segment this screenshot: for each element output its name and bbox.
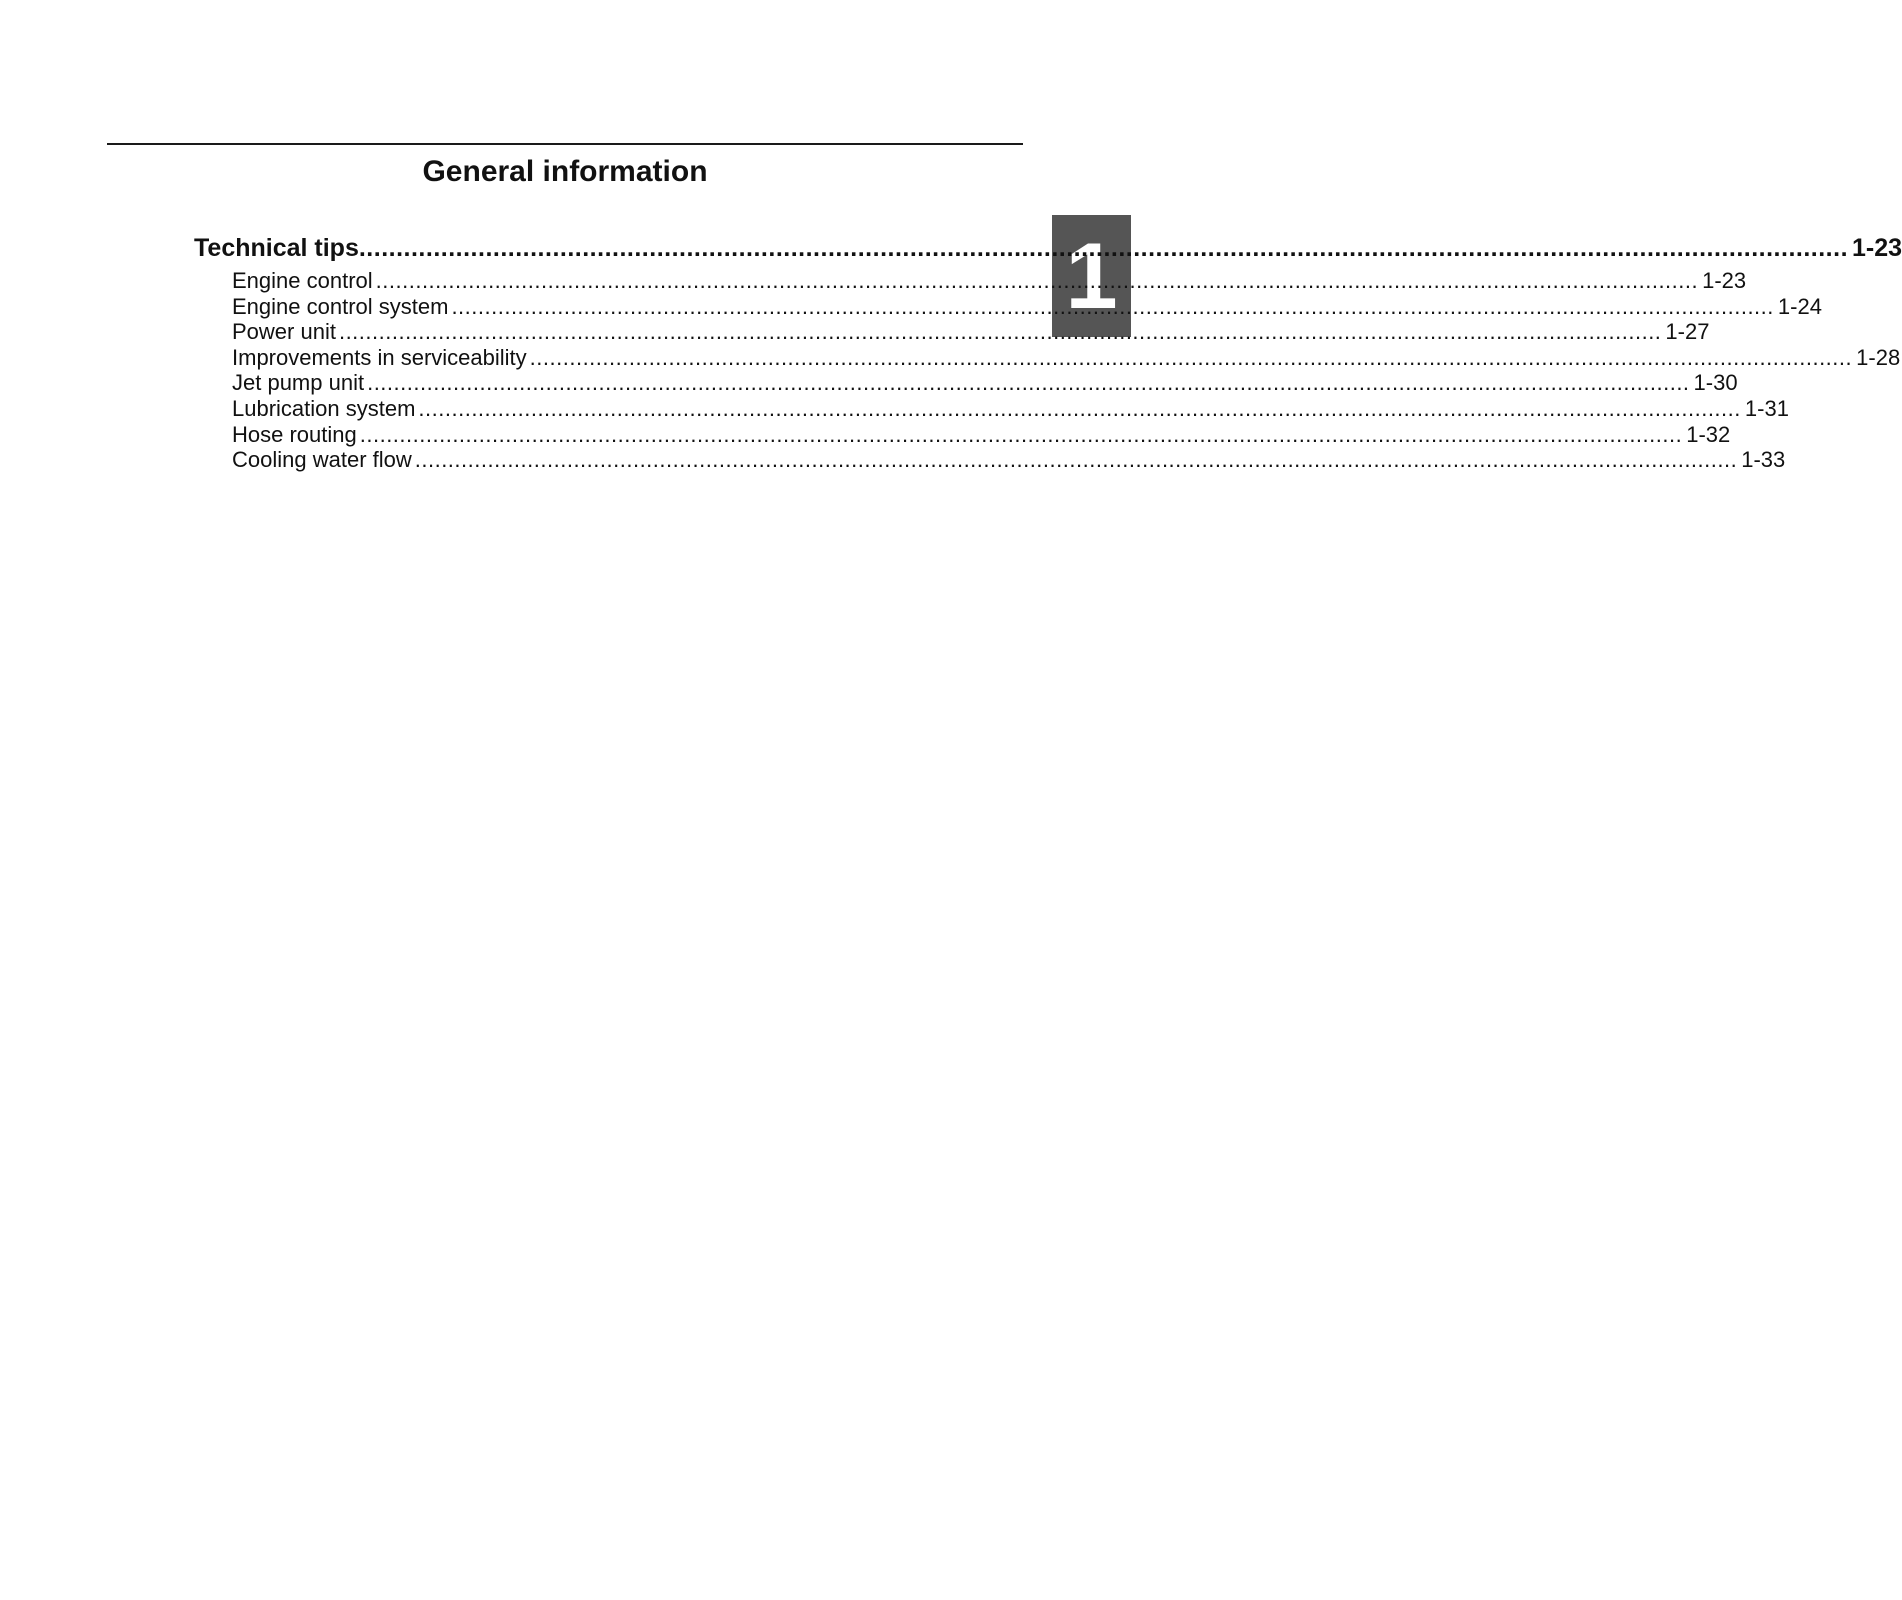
dot-leader: ........................................................................................................................................................................................................	[367, 370, 1690, 396]
toc-item-label: Power unit	[232, 319, 336, 345]
dot-leader: ........................................................................................................................................................................................................	[358, 234, 1849, 262]
toc-item-page: 1-33	[1741, 447, 1786, 473]
dot-leader: ........................................................................................................................................................................................................	[375, 268, 1699, 293]
toc-item-label: Jet pump unit	[232, 370, 365, 396]
dot-leader: ........................................................................................................................................................................................................	[418, 395, 1741, 421]
page-title: General information	[422, 155, 708, 188]
toc-item-page: 1-23	[1702, 268, 1747, 293]
toc-item-label: Engine control system	[232, 293, 449, 319]
toc-item[interactable]	[232, 421, 1731, 448]
toc-item-page: 1-24	[1777, 293, 1822, 319]
toc-item[interactable]	[232, 395, 1789, 422]
toc-item-label: Engine control	[232, 268, 373, 293]
toc-item-page: 1-27	[1665, 319, 1710, 345]
toc-item-page: 1-31	[1744, 395, 1789, 421]
toc-section-technical-tips[interactable]	[194, 230, 1902, 266]
chapter-tab: 1	[1052, 215, 1131, 337]
toc-item[interactable]	[232, 370, 1738, 396]
dot-leader: ........................................................................................................................................................................................................	[414, 447, 1738, 473]
toc-item[interactable]	[232, 268, 1747, 294]
table-of-contents	[194, 230, 1902, 473]
toc-item[interactable]	[232, 344, 1901, 371]
toc-section-page: 1-23	[1852, 234, 1902, 262]
dot-leader: ........................................................................................................................................................................................................	[338, 319, 1662, 345]
header-rule	[107, 143, 1023, 145]
dot-leader: ........................................................................................................................................................................................................	[529, 344, 1853, 370]
toc-item[interactable]	[232, 293, 1822, 320]
dot-leader: ........................................................................................................................................................................................................	[359, 421, 1683, 447]
toc-item-label: Improvements in serviceability	[232, 344, 527, 370]
toc-item[interactable]	[232, 447, 1786, 473]
toc-item-label: Hose routing	[232, 421, 357, 447]
toc-item-page: 1-28	[1856, 344, 1901, 370]
toc-item-label: Lubrication system	[232, 395, 416, 421]
toc-item-page: 1-32	[1686, 421, 1731, 447]
dot-leader: ........................................................................................................................................................................................................	[451, 293, 1774, 319]
toc-item[interactable]	[232, 319, 1710, 345]
toc-item-page: 1-30	[1693, 370, 1738, 396]
toc-item-label: Cooling water flow	[232, 447, 412, 473]
toc-section-label: Technical tips	[194, 234, 359, 262]
